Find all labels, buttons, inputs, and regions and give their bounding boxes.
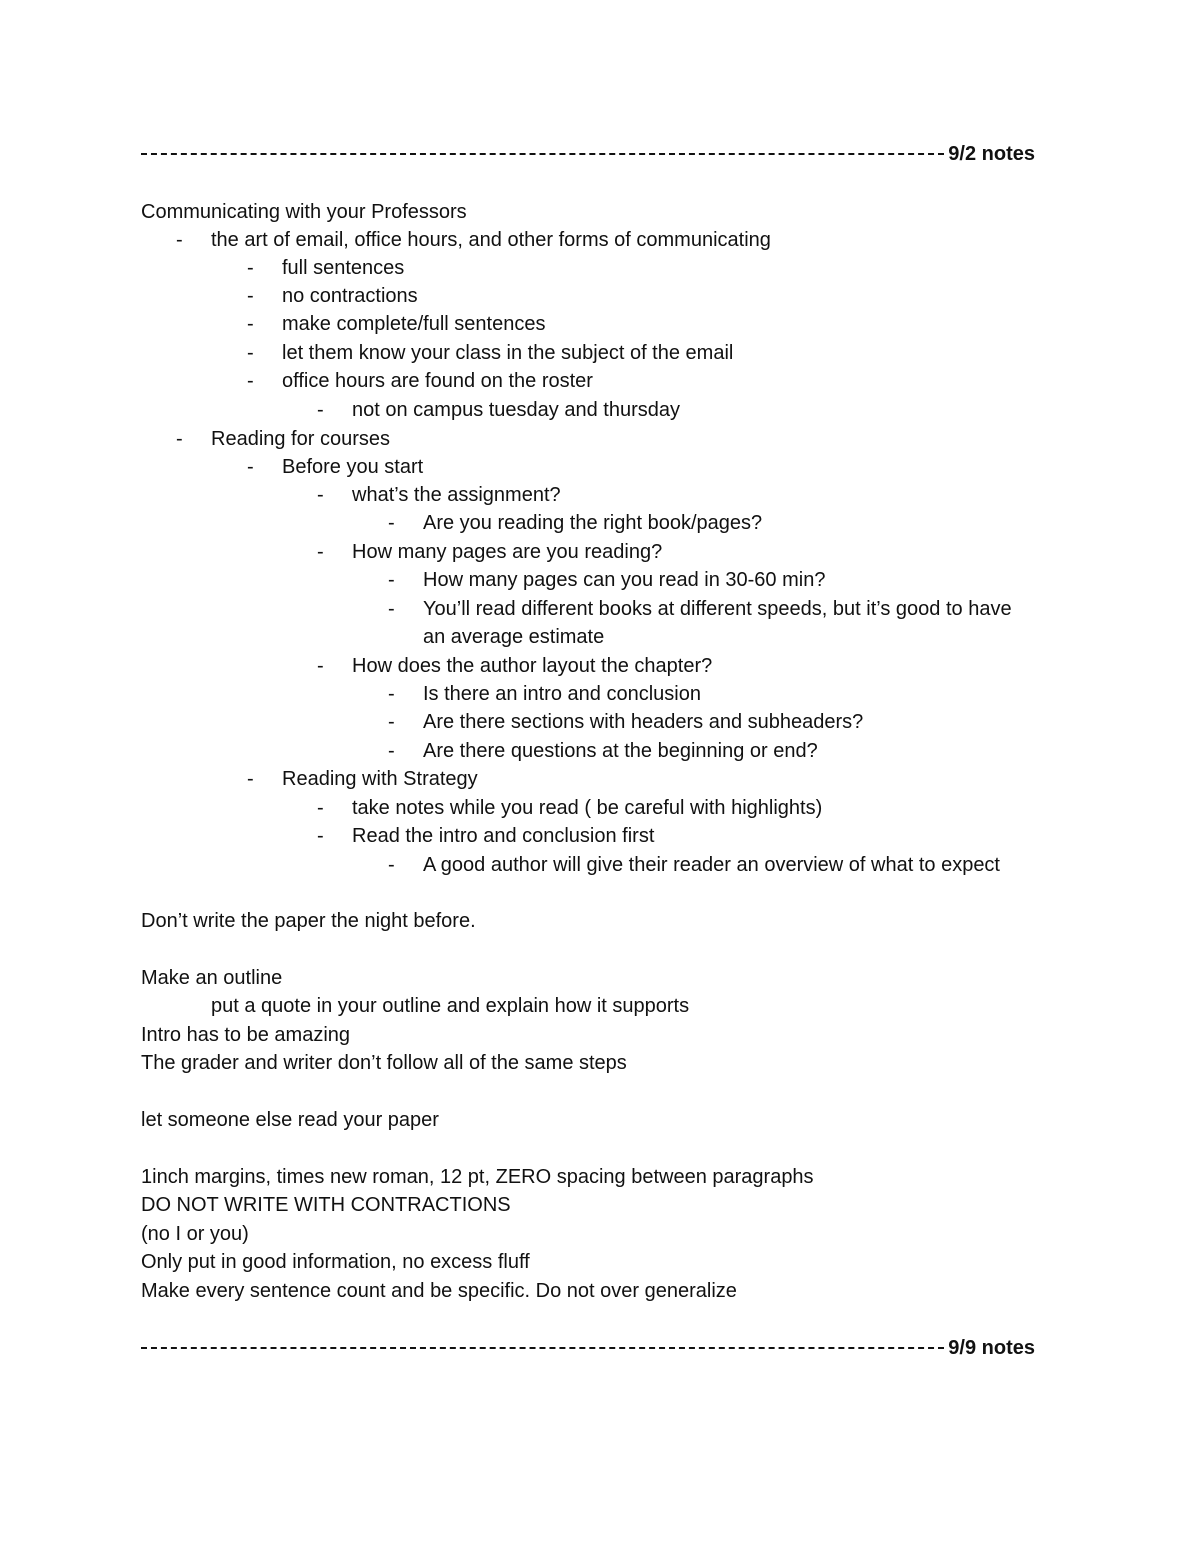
bullet-dash: - (388, 598, 395, 620)
note-paragraph: Make an outline (141, 967, 283, 989)
section-date-label: 9/2 notes (948, 143, 1035, 165)
section-separator-bottom (141, 1334, 1035, 1362)
section-date-label: 9/9 notes (948, 1337, 1035, 1359)
outline-item: not on campus tuesday and thursday (352, 399, 680, 421)
bullet-dash: - (317, 655, 324, 677)
outline-item: You’ll read different books at different speeds, but it’s good to have (423, 598, 1012, 620)
note-paragraph: DO NOT WRITE WITH CONTRACTIONS (141, 1194, 511, 1216)
note-paragraph: let someone else read your paper (141, 1109, 439, 1131)
outline-item: Are you reading the right book/pages? (423, 512, 763, 534)
bullet-dash: - (317, 541, 324, 563)
outline-item: office hours are found on the roster (282, 370, 593, 392)
outline-item: what’s the assignment? (352, 484, 561, 506)
note-paragraph-indented: put a quote in your outline and explain how it supports (211, 995, 690, 1017)
outline-item: Are there sections with headers and subheaders? (423, 711, 864, 733)
outline-item: How does the author layout the chapter? (352, 655, 713, 677)
outline-item: Before you start (282, 456, 424, 478)
outline-item: Reading with Strategy (282, 768, 478, 790)
bullet-dash: - (247, 257, 254, 279)
bullet-dash: - (317, 484, 324, 506)
outline-item: full sentences (282, 257, 405, 279)
dashed-rule (141, 1347, 944, 1349)
bullet-dash: - (317, 797, 324, 819)
bullet-dash: - (247, 370, 254, 392)
outline-item: A good author will give their reader an overview of what to expect (423, 854, 1000, 876)
bullet-dash: - (247, 768, 254, 790)
note-paragraph: Only put in good information, no excess fluff (141, 1251, 530, 1273)
outline-item: Reading for courses (211, 428, 390, 450)
bullet-dash: - (388, 569, 395, 591)
bullet-dash: - (247, 285, 254, 307)
dashed-rule (141, 153, 944, 155)
outline-item-continuation: an average estimate (423, 626, 605, 648)
bullet-dash: - (247, 456, 254, 478)
outline-item: Are there questions at the beginning or end? (423, 740, 818, 762)
note-paragraph: Intro has to be amazing (141, 1024, 351, 1046)
bullet-dash: - (388, 740, 395, 762)
note-paragraph: 1inch margins, times new roman, 12 pt, ZERO spacing between paragraphs (141, 1166, 814, 1188)
outline-item: take notes while you read ( be careful with highlights) (352, 797, 823, 819)
bullet-dash: - (388, 512, 395, 534)
note-paragraph: (no I or you) (141, 1223, 249, 1245)
outline-item: How many pages are you reading? (352, 541, 663, 563)
outline-item: make complete/full sentences (282, 313, 546, 335)
bullet-dash: - (388, 683, 395, 705)
note-paragraph: The grader and writer don’t follow all of the same steps (141, 1052, 627, 1074)
outline-item: the art of email, office hours, and other forms of communicating (211, 229, 771, 251)
bullet-dash: - (317, 825, 324, 847)
outline-item: How many pages can you read in 30-60 min? (423, 569, 826, 591)
bullet-dash: - (176, 229, 183, 251)
note-paragraph: Don’t write the paper the night before. (141, 910, 476, 932)
bullet-dash: - (247, 342, 254, 364)
outline-item: Is there an intro and conclusion (423, 683, 701, 705)
note-paragraph: Make every sentence count and be specific. Do not over generalize (141, 1280, 737, 1302)
section-separator-top (141, 140, 1035, 168)
outline-title: Communicating with your Professors (141, 201, 467, 223)
bullet-dash: - (388, 711, 395, 733)
outline-item: let them know your class in the subject of the email (282, 342, 734, 364)
bullet-dash: - (247, 313, 254, 335)
outline-item: Read the intro and conclusion first (352, 825, 655, 847)
bullet-dash: - (317, 399, 324, 421)
bullet-dash: - (388, 854, 395, 876)
bullet-dash: - (176, 428, 183, 450)
outline-item: no contractions (282, 285, 418, 307)
